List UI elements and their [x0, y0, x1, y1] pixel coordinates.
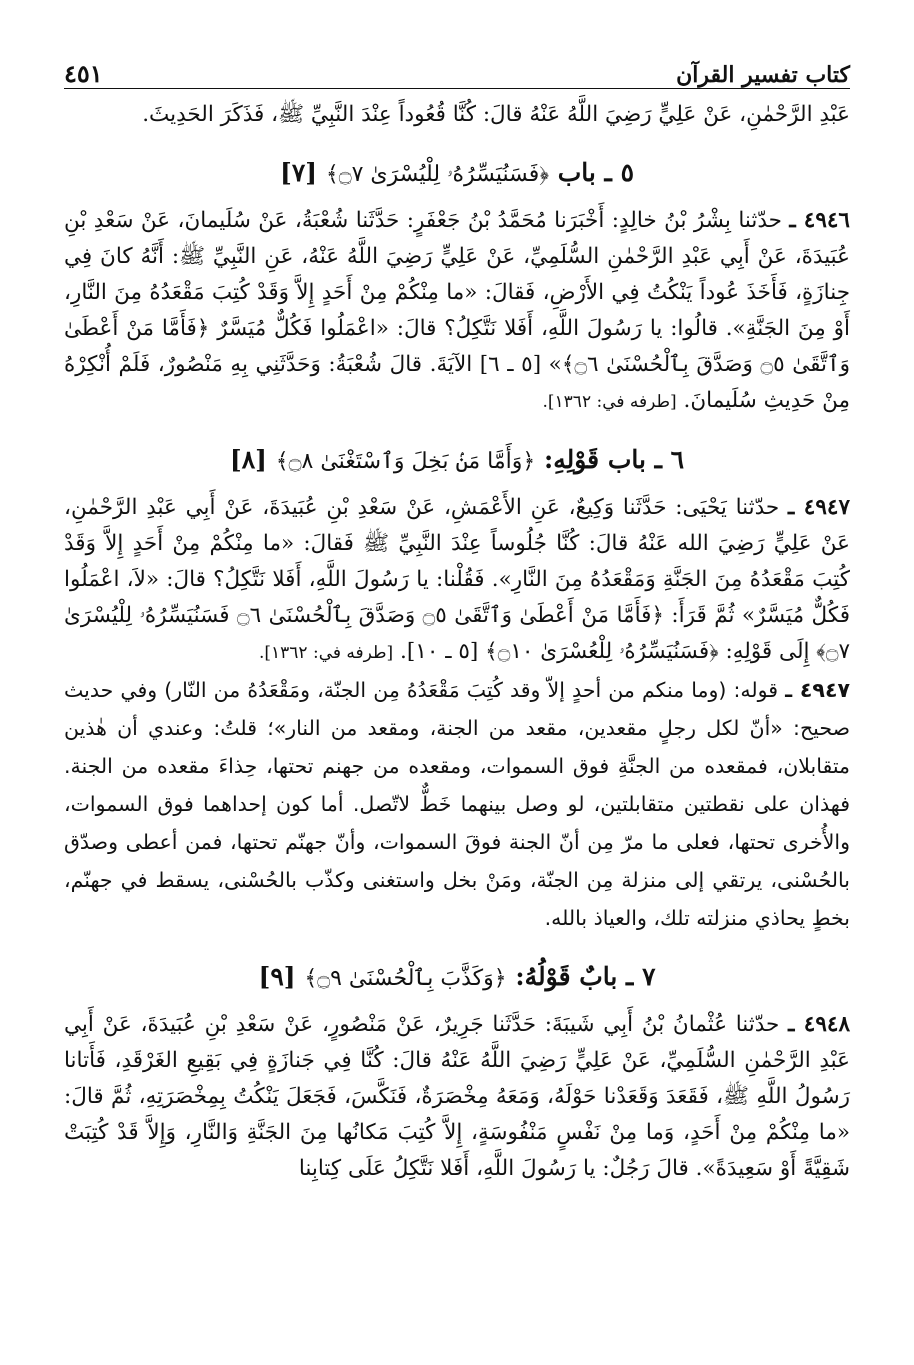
commentary-text: قوله: (وما منكم من أحدٍ إلاّ وقد كُتِبَ مَقْعَدُهُ مِن الجنّة، ومَقْعَدُهُ من النّار) وفي حديث صحيح: «أنّ لكل رجلٍ مقعدين، مقعد من الجنة، ومقعد من النار»؛ قلتُ: وعندي أن هٰذين متقابلان، فمقعده من الجنَّةِ فوق السموات، ومقعده من جهنم تحتها، حِذاءَ مقعده من الجنة. فهذان على نقطتين متقابلتين، لو وصل بينهما خَطٌّ لاتّصل. أما كون إحداهما فوق السموات، والأُخرى تحتها، فعلى ما مرّ مِن أنّ الجنة فوقَ السموات، وأنّ جهنّم تحتها، فمن أعطى وصدّق بالحُسْنى، يرتقي إلى منزلة مِن الجنّة، ومَنْ بخل واستغنى وكذّب بالحُسْنى، يسقط في جهنّم، بخطٍ يحاذي منزلته تلك، والعياذ بالله.: [64, 678, 850, 930]
commentary-4947: [64, 671, 850, 937]
chapter-heading-7: [64, 955, 850, 1001]
hadith-text: حدّثنا يَحْيَى: حَدَّثَنا وَكِيعٌ، عَنِ الأَعْمَشِ، عَنْ سَعْدِ بْنِ عُبَيدَةَ، عَنْ أَبِي عَبْدِ الرَّحْمٰنِ، عَنْ عَلِيٍّ رَضِيَ الله عَنْهُ قالَ: كُنَّا جُلُوساً عِنْدَ النَّبِيِّ ﷺ فَقالَ: «ما مِنْكُمْ مِنْ أَحَدٍ إِلاَّ وَقَدْ كُتِبَ مَقْعَدُهُ مِنَ الجَنَّةِ وَمَقْعَدُهُ مِنَ النَّارِ». فَقُلْنا: يا رَسُولَ اللَّهِ، أَفَلا نَتَّكِلُ؟ قالَ: «لاَ، اعْمَلُوا فَكُلٌّ مُيَسَّرٌ» ثُمَّ قَرَأَ: ﴿فَأَمَّا مَنْ أَعْطَىٰ وَٱتَّقَىٰ ۝٥ وَصَدَّقَ بِٱلْحُسْنَىٰ ۝٦ فَسَنُيَسِّرُهُۥ لِلْيُسْرَىٰ ۝٧﴾ إِلَى قَوْلِهِ: ﴿فَسَنُيَسِّرُهُۥ لِلْعُسْرَىٰ ۝١٠﴾ [٥ ـ ١٠].: [64, 495, 850, 664]
page-body: [64, 97, 850, 1187]
cross-reference: [طرفه في: ١٣٦٢].: [542, 392, 677, 412]
intro-continuation: عَبْدِ الرَّحْمٰنِ، عَنْ عَلِيٍّ رَضِيَ اللَّهُ عَنْهُ قالَ: كُنَّا قُعُوداً عِنْدَ النَّبِيِّ ﷺ، فَذَكَرَ الحَدِيثَ.: [142, 102, 850, 127]
hadith-number: ٤٩٤٦ ـ: [789, 208, 850, 233]
verse-ref: [٩]: [258, 962, 296, 991]
hadith-4946: [64, 203, 850, 420]
hadith-number: ٤٩٤٨ ـ: [788, 1012, 850, 1037]
page-number: ٤٥١: [64, 59, 103, 88]
commentary-number: ٤٩٤٧ ـ: [785, 678, 850, 702]
verse-ref: [٧]: [279, 158, 318, 187]
hadith-4948: [64, 1007, 850, 1187]
chapter-label: ٦ ـ باب قَوْلِهِ:: [544, 445, 685, 474]
cross-reference: [طرفه في: ١٣٦٢].: [258, 643, 394, 663]
quran-verse: ﴿وَكَذَّبَ بِٱلْحُسْنَىٰ ۝٩﴾: [304, 966, 507, 991]
hadith-4947: [64, 490, 850, 671]
chapter-heading-6: [64, 438, 850, 484]
quran-verse: ﴿فَسَنُيَسِّرُهُۥ لِلْيُسْرَىٰ ۝٧﴾: [325, 162, 549, 187]
chapter-label: ٧ ـ بابٌ قَوْلُهُ:: [515, 962, 656, 991]
running-header: [64, 48, 850, 89]
quran-verse: ﴿وَأَمَّا مَنۢ بَخِلَ وَٱسْتَغْنَىٰ ۝٨﴾: [275, 449, 536, 474]
chapter-heading-5: [64, 151, 850, 197]
hadith-text: حدّثنا عُثْمانُ بْنُ أَبِي شَيبَةَ: حَدَّثَنا جَرِيرٌ، عَنْ مَنْصُورٍ، عَنْ سَعْدِ بْنِ عُبَيدَةَ، عَنْ أَبِي عَبْدِ الرَّحْمٰنِ السُّلَمِيِّ، عَنْ عَلِيٍّ رَضِيَ اللَّهُ عَنْهُ قالَ: كُنَّا فِي جَنازَةٍ فِي بَقِيعِ الغَرْقَدِ، فَأَتانا رَسُولُ اللَّهِ ﷺ، فَقَعَدَ وَقَعَدْنا حَوْلَهُ، وَمَعَهُ مِخْصَرَةٌ، فَنَكَّسَ، فَجَعَلَ يَنْكُتُ بِمِخْصَرَتِهِ، ثُمَّ قالَ: «ما مِنْكُمْ مِنْ أَحَدٍ، وَما مِنْ نَفْسٍ مَنْفُوسَةٍ، إِلاَّ كُتِبَ مَكانُها مِنَ الجَنَّةِ وَالنَّارِ، وَإِلاَّ قَدْ كُتِبَتْ شَقِيَّةً أَوْ سَعِيدَةً». قالَ رَجُلٌ: يا رَسُولَ اللَّهِ، أَفَلا نَتَّكِلُ عَلَى كِتابِنا: [64, 1012, 850, 1181]
chapter-label: ٥ ـ باب: [557, 158, 634, 187]
hadith-number: ٤٩٤٧ ـ: [788, 495, 850, 520]
verse-ref: [٨]: [229, 445, 268, 474]
hadith-text: حدّثنا بِشْرُ بْنُ خالِدٍ: أَخْبَرَنا مُحَمَّدُ بْنُ جَعْفَرٍ: حَدَّثَنا شُعْبَةُ، عَنْ سُلَيمانَ، عَنْ سَعْدِ بْنِ عُبَيدَةَ، عَنْ أَبِي عَبْدِ الرَّحْمٰنِ السُّلَمِيِّ، عَنْ عَلِيٍّ رَضِيَ اللَّهُ عَنْهُ، عَنِ النَّبِيِّ ﷺ: أَنَّهُ كانَ فِي جِنازَةٍ، فَأَخَذَ عُوداً يَنْكُتُ فِي الأَرْضِ، فَقالَ: «ما مِنْكُمْ مِنْ أَحَدٍ إِلاَّ وَقَدْ كُتِبَ مَقْعَدُهُ مِنَ النَّارِ، أَوْ مِنَ الجَنَّةِ». قالُوا: يا رَسُولَ اللَّهِ، أَفَلا نَتَّكِلُ؟ قالَ: «اعْمَلُوا فَكُلٌّ مُيَسَّرٌ ﴿فَأَمَّا مَنْ أَعْطَىٰ وَٱتَّقَىٰ ۝٥ وَصَدَّقَ بِٱلْحُسْنَىٰ ۝٦﴾» [٥ ـ ٦] الآيَةَ. قالَ شُعْبَةُ: وَحَدَّثَنِي بِهِ مَنْصُورٌ، فَلَمْ أُنْكِرْهُ مِنْ حَدِيثِ سُلَيمانَ.: [64, 208, 850, 413]
book-title: كتاب تفسير القرآن: [676, 62, 850, 88]
